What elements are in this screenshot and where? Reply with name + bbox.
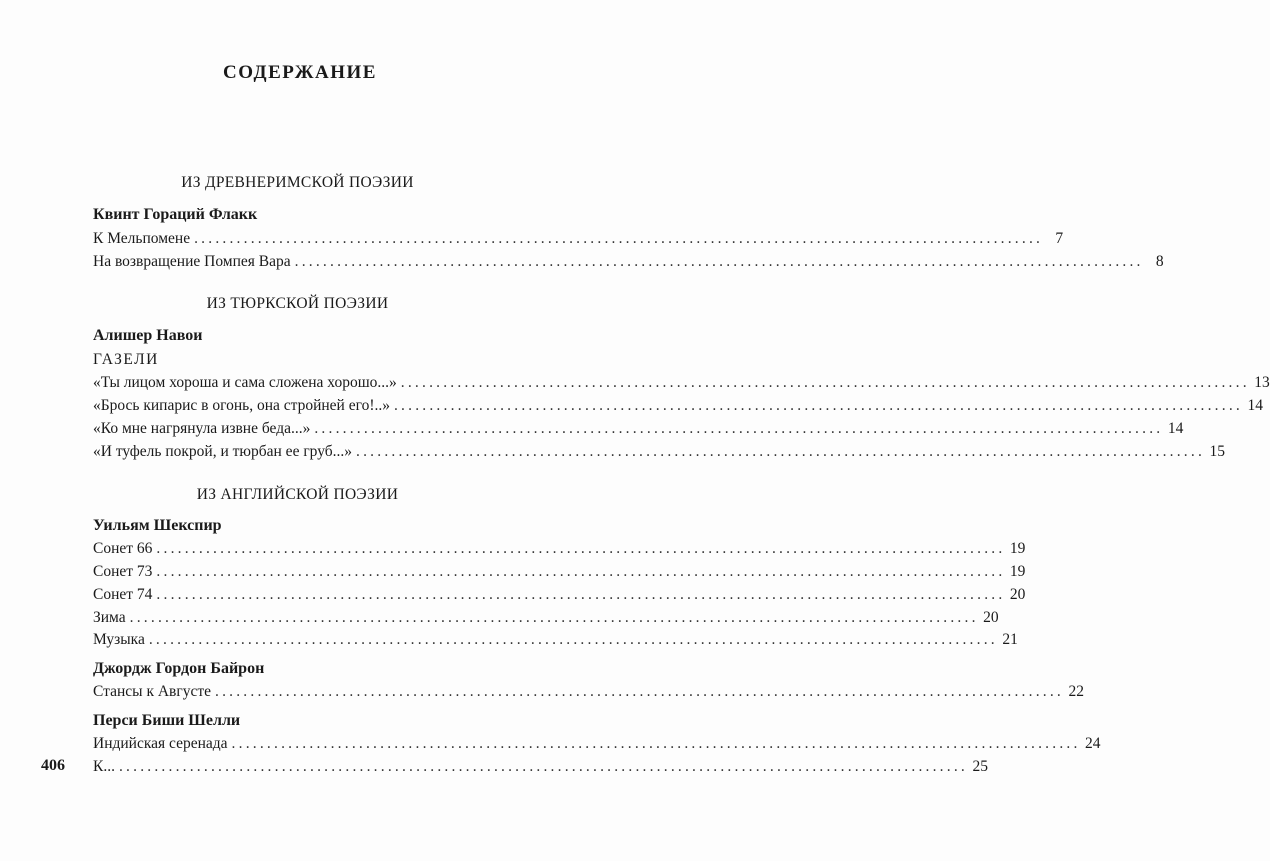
entry-page: 19: [1009, 563, 1026, 580]
page-title: СОДЕРЖАНИЕ: [223, 62, 377, 83]
entry-title: Индийская серенада: [93, 735, 228, 752]
entry-title: Музыка: [93, 631, 145, 648]
dot-leader: ........................................................................................................................: [156, 586, 1006, 603]
toc-entry[interactable]: [93, 443, 1226, 465]
entry-page: 22: [1068, 683, 1084, 700]
section-heading: ИЗ ТЮРКСКОЙ ПОЭЗИИ: [206, 295, 389, 312]
entry-title: К...: [93, 758, 115, 775]
entry-title: «И туфель покрой, и тюрбан ее груб...»: [93, 443, 353, 460]
dot-leader: ........................................................................................................................: [156, 563, 1006, 580]
toc-entry[interactable]: [93, 540, 1026, 562]
entry-title: Сонет 74: [93, 586, 153, 603]
subheading: ГАЗЕЛИ: [93, 351, 159, 368]
toc-entry[interactable]: [93, 586, 1026, 608]
dot-leader: ........................................................................................................................: [129, 609, 979, 626]
entry-title: К Мельпомене: [93, 230, 191, 247]
entry-title: Зима: [93, 609, 126, 626]
entry-page: 7: [1055, 230, 1064, 247]
author-name: Алишер Навои: [93, 327, 203, 344]
entry-page: 15: [1209, 443, 1226, 460]
dot-leader: ........................................................................................................................: [215, 683, 1064, 700]
section-heading: ИЗ АНГЛИЙСКОЙ ПОЭЗИИ: [196, 486, 399, 503]
entry-page: 21: [1002, 631, 1018, 648]
entry-page: 24: [1085, 735, 1101, 752]
toc-entry[interactable]: [93, 420, 1184, 442]
dot-leader: ........................................................................................................................: [393, 397, 1243, 414]
toc-entry[interactable]: [93, 735, 1101, 757]
entry-page: 14: [1167, 420, 1184, 437]
dot-leader: ........................................................................................................................: [231, 735, 1081, 752]
page-number: 406: [41, 757, 65, 774]
dot-leader: ........................................................................................................................: [314, 420, 1164, 437]
entry-page: 19: [1009, 540, 1026, 557]
entry-page: 20: [983, 609, 999, 626]
entry-page: 8: [1155, 253, 1164, 270]
dot-leader: ........................................................................................................................: [356, 443, 1206, 460]
author-name: Джордж Гордон Байрон: [93, 660, 265, 677]
toc-entry[interactable]: [93, 758, 988, 780]
toc-entry[interactable]: [93, 230, 1064, 252]
toc-entry[interactable]: [93, 253, 1164, 275]
toc-entry[interactable]: [93, 631, 1018, 653]
entry-page: 25: [972, 758, 988, 775]
toc-entry[interactable]: [93, 683, 1084, 705]
entry-title: Сонет 73: [93, 563, 153, 580]
toc-entry[interactable]: [93, 397, 1263, 419]
dot-leader: ........................................................................................................................: [156, 540, 1006, 557]
author-name: Квинт Гораций Флакк: [93, 206, 258, 223]
section-heading: ИЗ ДРЕВНЕРИМСКОЙ ПОЭЗИИ: [181, 174, 414, 191]
entry-title: «Брось кипарис в огонь, она стройней его!..»: [93, 397, 390, 414]
entry-title: Стансы к Августе: [93, 683, 211, 700]
author-name: Перси Биши Шелли: [93, 712, 241, 729]
entry-page: 14: [1247, 397, 1263, 414]
toc-entry[interactable]: [93, 563, 1026, 585]
entry-page: 13: [1254, 374, 1270, 391]
entry-title: Сонет 66: [93, 540, 153, 557]
entry-page: 20: [1009, 586, 1026, 603]
entry-title: На возвращение Помпея Вара: [93, 253, 291, 270]
dot-leader: ........................................................................................................................: [194, 230, 1044, 247]
dot-leader: ........................................................................................................................: [294, 253, 1144, 270]
author-name: Уильям Шекспир: [93, 517, 222, 534]
entry-title: «Ты лицом хороша и сама сложена хорошо...»: [93, 374, 397, 391]
entry-title: «Ко мне нагрянула извне беда...»: [93, 420, 311, 437]
toc-entry[interactable]: [93, 374, 1270, 396]
dot-leader: ........................................................................................................................: [118, 758, 968, 775]
toc-entry[interactable]: [93, 609, 999, 631]
dot-leader: ........................................................................................................................: [400, 374, 1250, 391]
dot-leader: ........................................................................................................................: [148, 631, 998, 648]
